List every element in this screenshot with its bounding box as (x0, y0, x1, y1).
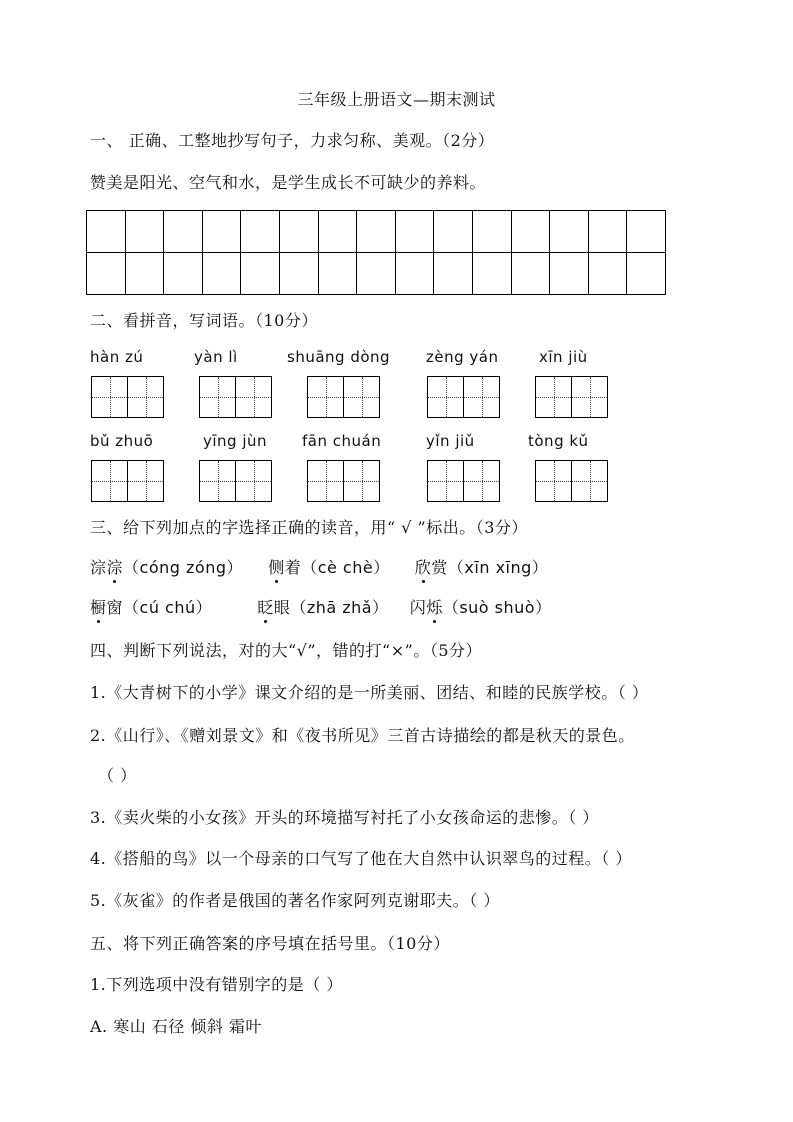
reading-row-2 (90, 595, 552, 618)
grid-cell[interactable] (550, 253, 589, 295)
pinyin-item (539, 348, 588, 366)
grid-cell[interactable] (511, 211, 550, 253)
grid-cell[interactable] (395, 211, 434, 253)
grid-cell[interactable] (164, 211, 203, 253)
pinyin-text: yīng jùn (203, 432, 268, 450)
grid-cell[interactable] (202, 253, 241, 295)
grid-cell[interactable] (434, 211, 473, 253)
grid-cell[interactable] (87, 253, 126, 295)
grid-cell[interactable] (588, 211, 627, 253)
dotted-char: 淙 (107, 555, 124, 578)
grid-cell[interactable] (357, 253, 396, 295)
grid-cell[interactable] (434, 253, 473, 295)
judge-question-4[interactable]: 4.《搭船的鸟》以一个母亲的口气写了他在大自然中认识翠鸟的过程。（ ） (90, 849, 632, 868)
tian-grid-box[interactable] (91, 460, 164, 502)
choice-question-1[interactable]: 1.下列选项中没有错别字的是（ ） (90, 975, 343, 994)
grid-cell[interactable] (241, 211, 280, 253)
grid-cell[interactable] (472, 211, 511, 253)
tian-grid-box[interactable] (427, 460, 500, 502)
pinyin-item (194, 348, 238, 366)
pinyin-text: yǐn jiǔ (426, 432, 475, 450)
tian-grid-box[interactable] (535, 376, 608, 418)
grid-row (87, 211, 666, 253)
grid-cell[interactable] (279, 211, 318, 253)
section3-heading: 三、给下列加点的字选择正确的读音，用“ √ ”标出。（3分） (90, 518, 528, 537)
grid-cell[interactable] (202, 211, 241, 253)
grid-cell[interactable] (511, 253, 550, 295)
choice-option-a[interactable]: A. 寒山 石径 倾斜 霜叶 (90, 1017, 262, 1036)
dotted-char: 橱 (90, 595, 107, 618)
pinyin-item (90, 432, 153, 450)
pinyin-item (426, 432, 475, 450)
grid-cell[interactable] (318, 253, 357, 295)
grid-cell[interactable] (627, 211, 666, 253)
pinyin-text: xīn jiù (539, 348, 588, 366)
grid-cell[interactable] (395, 253, 434, 295)
reading-item (415, 558, 548, 577)
tian-grid-box[interactable] (91, 376, 164, 418)
reading-char: 淙 (90, 558, 107, 577)
grid-cell[interactable] (125, 253, 164, 295)
grid-cell[interactable] (357, 211, 396, 253)
pinyin-text: tòng kǔ (528, 432, 589, 450)
pinyin-item (302, 432, 381, 450)
grid-cell[interactable] (588, 253, 627, 295)
pinyin-item (287, 348, 390, 366)
grid-cell[interactable] (279, 253, 318, 295)
pinyin-text: fān chuán (302, 432, 382, 450)
dotted-char: 眨 (257, 595, 274, 618)
pinyin-text: shuāng dòng (287, 348, 391, 366)
grid-cell[interactable] (550, 211, 589, 253)
section1-sentence: 赞美是阳光、空气和水，是学生成长不可缺少的养料。 (90, 173, 487, 192)
judge-answer-blank-2[interactable]: （ ） (98, 766, 137, 785)
grid-cell[interactable] (87, 211, 126, 253)
pinyin-item (426, 348, 498, 366)
dotted-char: 侧 (268, 555, 285, 578)
section5-heading: 五、将下列正确答案的序号填在括号里。（10分） (90, 934, 450, 953)
tian-grid-box[interactable] (199, 460, 272, 502)
reading-options[interactable]: 窗（cú chú） (106, 598, 213, 617)
grid-cell[interactable] (164, 253, 203, 295)
judge-question-1[interactable]: 1.《大青树下的小学》课文介绍的是一所美丽、团结、和睦的民族学校。（ ） (90, 683, 649, 702)
tian-grid-box[interactable] (307, 376, 380, 418)
page-title: 三年级上册语文—期末测试 (297, 90, 496, 109)
grid-cell[interactable] (318, 211, 357, 253)
judge-question-2: 2.《山行》、《赠刘景文》和《夜书所见》三首古诗描绘的都是秋天的景色。 (90, 726, 635, 745)
reading-item (90, 598, 212, 617)
copy-writing-grid[interactable] (86, 210, 666, 295)
pinyin-text: yàn lì (194, 348, 238, 366)
tian-grid-box[interactable] (535, 460, 608, 502)
section1-heading: 一、 正确、工整地抄写句子，力求匀称、美观。（2分） (90, 131, 495, 150)
grid-cell[interactable] (125, 211, 164, 253)
grid-cell[interactable] (627, 253, 666, 295)
pinyin-text: zèng yán (426, 348, 499, 366)
tian-grid-box[interactable] (307, 460, 380, 502)
pinyin-text: hàn zú (90, 348, 144, 366)
reading-options[interactable]: 眼（zhā zhǎ） (273, 598, 389, 617)
reading-options[interactable]: （cóng zóng） (123, 558, 243, 577)
reading-item (410, 598, 552, 617)
pinyin-item (90, 348, 143, 366)
reading-options[interactable]: 着（cè chè） (284, 558, 390, 577)
reading-options[interactable]: 赏（xīn xīng） (431, 558, 549, 577)
tian-grid-box[interactable] (427, 376, 500, 418)
reading-char: 闪 (409, 598, 427, 617)
pinyin-item (203, 432, 267, 450)
dotted-char: 烁 (426, 595, 443, 618)
reading-options[interactable]: （suò shuò） (442, 598, 552, 617)
judge-question-5[interactable]: 5.《灰雀》的作者是俄国的著名作家阿列克谢耶夫。（ ） (90, 891, 500, 910)
reading-item (90, 558, 243, 577)
judge-question-3[interactable]: 3.《卖火柴的小女孩》开头的环境描写衬托了小女孩命运的悲惨。（ ） (90, 808, 599, 827)
reading-item (268, 558, 390, 577)
dotted-char: 欣 (415, 555, 432, 578)
tian-grid-box[interactable] (199, 376, 272, 418)
pinyin-text: bǔ zhuō (90, 432, 154, 450)
pinyin-item (528, 432, 589, 450)
section2-heading: 二、看拼音，写词语。（10分） (90, 311, 318, 330)
reading-item (257, 598, 388, 617)
reading-row-1 (90, 555, 548, 578)
grid-cell[interactable] (472, 253, 511, 295)
section4-heading: 四、判断下列说法，对的大“√”，错的打“×”。（5分） (90, 641, 483, 660)
grid-row (87, 253, 666, 295)
grid-cell[interactable] (241, 253, 280, 295)
